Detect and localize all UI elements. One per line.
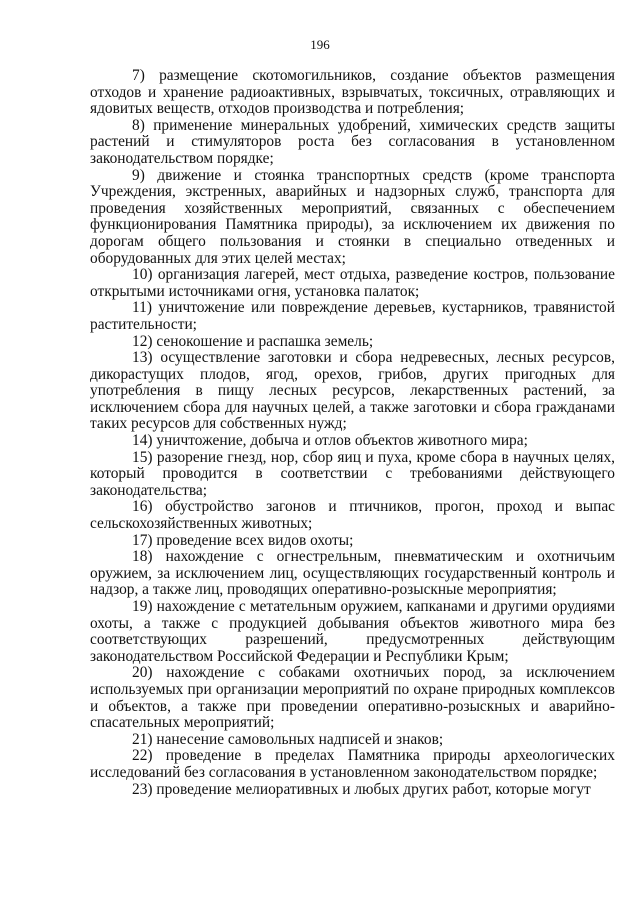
- list-item: 16) обустройство загонов и птичников, прогон, проход и выпас сельскохозяйственных животных;: [90, 498, 615, 533]
- page-number: 196: [310, 37, 330, 52]
- document-body: [90, 68, 615, 798]
- list-item: 10) организация лагерей, мест отдыха, разведение костров, пользование открытыми источниками огня, установка палаток;: [90, 266, 615, 300]
- list-item: 18) нахождение с огнестрельным, пневматическим и охотничьим оружием, за исключением лиц, осуществляющих государственный контроль и надзор, а также лиц, проводящих оперативно-розыскные мероприятия;: [90, 548, 615, 599]
- list-item: 17) проведение всех видов охоты;: [132, 531, 354, 549]
- list-item: 9) движение и стоянка транспортных средств (кроме транспорта Учреждения, экстренных, аварийных и надзорных служб, транспорта для проведения хозяйственных мероприятий, связанных с обеспечением функционирования Памятника природы), за исключением их движения по дорогам общего пользования и стоянки в специально отведенных и оборудованных для этих целей местах;: [90, 166, 615, 267]
- list-item: 8) применение минеральных удобрений, химических средств защиты растений и стимуляторов роста без согласования в установленном законодательством порядке;: [90, 116, 615, 167]
- list-item: 21) нанесение самовольных надписей и знаков;: [132, 730, 444, 748]
- list-item: 22) проведение в пределах Памятника природы археологических исследований без согласования в установленном законодательством порядке;: [90, 747, 615, 781]
- list-item: 7) размещение скотомогильников, создание объектов размещения отходов и хранение радиоактивных, взрывчатых, токсичных, отравляющих и ядовитых веществ, отходов производства и потребления;: [90, 67, 615, 118]
- list-item: 20) нахождение с собаками охотничьих пород, за исключением используемых при организации мероприятий по охране природных комплексов и объектов, а также при проведении оперативно-розыскных и аварийно-спасательных мероприятий;: [90, 664, 615, 732]
- list-item: 15) разорение гнезд, нор, сбор яиц и пуха, кроме сбора в научных целях, который проводится в соответствии с требованиями действующего законодательства;: [90, 448, 615, 499]
- list-item: 11) уничтожение или повреждение деревьев, кустарников, травянистой растительности;: [90, 299, 615, 333]
- list-item: 19) нахождение с метательным оружием, капканами и другими орудиями охоты, а также с продукцией добывания объектов животного мира без соответствующих разрешений, предусмотренных действующим законодательством Российской Федерации и Республики Крым;: [90, 598, 615, 665]
- list-item: 13) осуществление заготовки и сбора недревесных, лесных ресурсов, дикорастущих плодов, ягод, орехов, грибов, других пригодных для употребления в пищу лесных ресурсов, лекарственных растений, за исключением сбора для научных целей, а также заготовки и сбора гражданами таких ресурсов для собственных нужд;: [90, 349, 615, 433]
- list-item: 23) проведение мелиоративных и любых других работ, которые могут: [132, 780, 591, 798]
- list-item: 14) уничтожение, добыча и отлов объектов животного мира;: [132, 432, 528, 450]
- list-item: 12) сенокошение и распашка земель;: [132, 332, 374, 350]
